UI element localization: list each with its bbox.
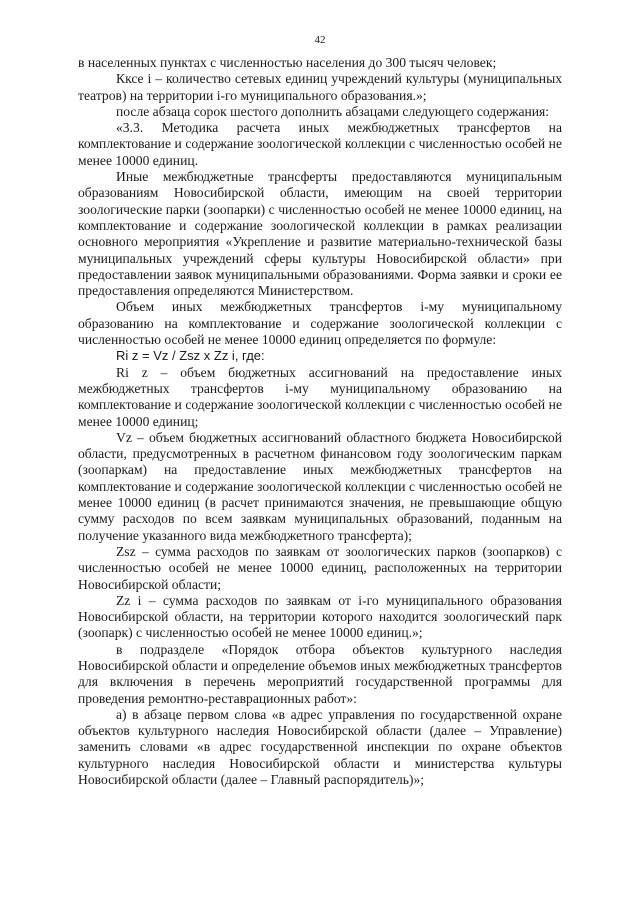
paragraph: Zsz – сумма расходов по заявкам от зоологических парков (зоопарков) с численностью особей не менее 10000 единиц, расположенных на территории Новосибирской области; [78,543,562,592]
paragraph: Zz i – сумма расходов по заявкам от i-го муниципального образования Новосибирской области, на территории которого находится зоологический парк (зоопарк) с численностью особей не менее 10000 единиц.»; [78,592,562,641]
page-number: 42 [314,34,326,46]
paragraph: Иные межбюджетные трансферты предоставляются муниципальным образованиям Новосибирской области, имеющим на своей территории зоологические парки (зоопарки) с численностью особей не менее 10000 единиц, на комплектование и содержание зоологической коллекции в рамках реализации основного мероприятия «Укрепление и развитие материально-технической базы муниципальных учреждений сферы культуры Новосибирской области» при предоставлении заявок муниципальными образованиями. Форма заявки и сроки ее предоставления определяются Министерством. [78,169,562,299]
paragraph: Объем иных межбюджетных трансфертов i-му муниципальному образованию на комплектование и содержание зоологической коллекции с численностью особей не менее 10000 единиц определяется по формуле: [78,299,562,348]
paragraph: Vz – объем бюджетных ассигнований областного бюджета Новосибирской области, предусмотренных в расчетном финансовом году зоологическим паркам (зоопаркам) на предоставление иных межбюджетных трансфертов на комплектование и содержание зоологической коллекции с численностью особей не менее 10000 единиц (в расчет принимаются значения, не превышающие общую сумму расходов по всем заявкам муниципальных образований, поданным на получение указанного вида межбюджетного трансферта); [78,429,562,543]
paragraph: Кксе i – количество сетевых единиц учреждений культуры (муниципальных театров) на территории i-го муниципального образования.»; [78,71,562,103]
paragraph: а) в абзаце первом слова «в адрес управления по государственной охране объектов культурного наследия Новосибирской области (далее – Управление) заменить словами «в адрес государственной инспекции по охране объектов культурного наследия Новосибирской области и министерства культуры Новосибирской области (далее – Главный распорядитель)»; [78,706,562,788]
paragraph: «3.3. Методика расчета иных межбюджетных трансфертов на комплектование и содержание зоологической коллекции с численностью особей не менее 10000 единиц. [78,120,562,168]
paragraph: после абзаца сорок шестого дополнить абзацами следующего содержания: [116,103,550,119]
paragraph: в подразделе «Порядок отбора объектов культурного наследия Новосибирской области и определение объемов иных межбюджетных трансфертов для включения в перечень мероприятий государственной программы для проведения ремонтно-реставрационных работ»: [78,641,562,706]
document-body [78,55,562,788]
paragraph: в населенных пунктах с численностью населения до 300 тысяч человек; [78,55,497,70]
formula-line: Ri z = Vz / Zsz x Zz i, где: [116,348,265,364]
paragraph: Ri z – объем бюджетных ассигнований на предоставление иных межбюджетных трансфертов i-му муниципальному образованию на комплектование и содержание зоологической коллекции с численностью особей не менее 10000 единиц; [78,364,562,429]
